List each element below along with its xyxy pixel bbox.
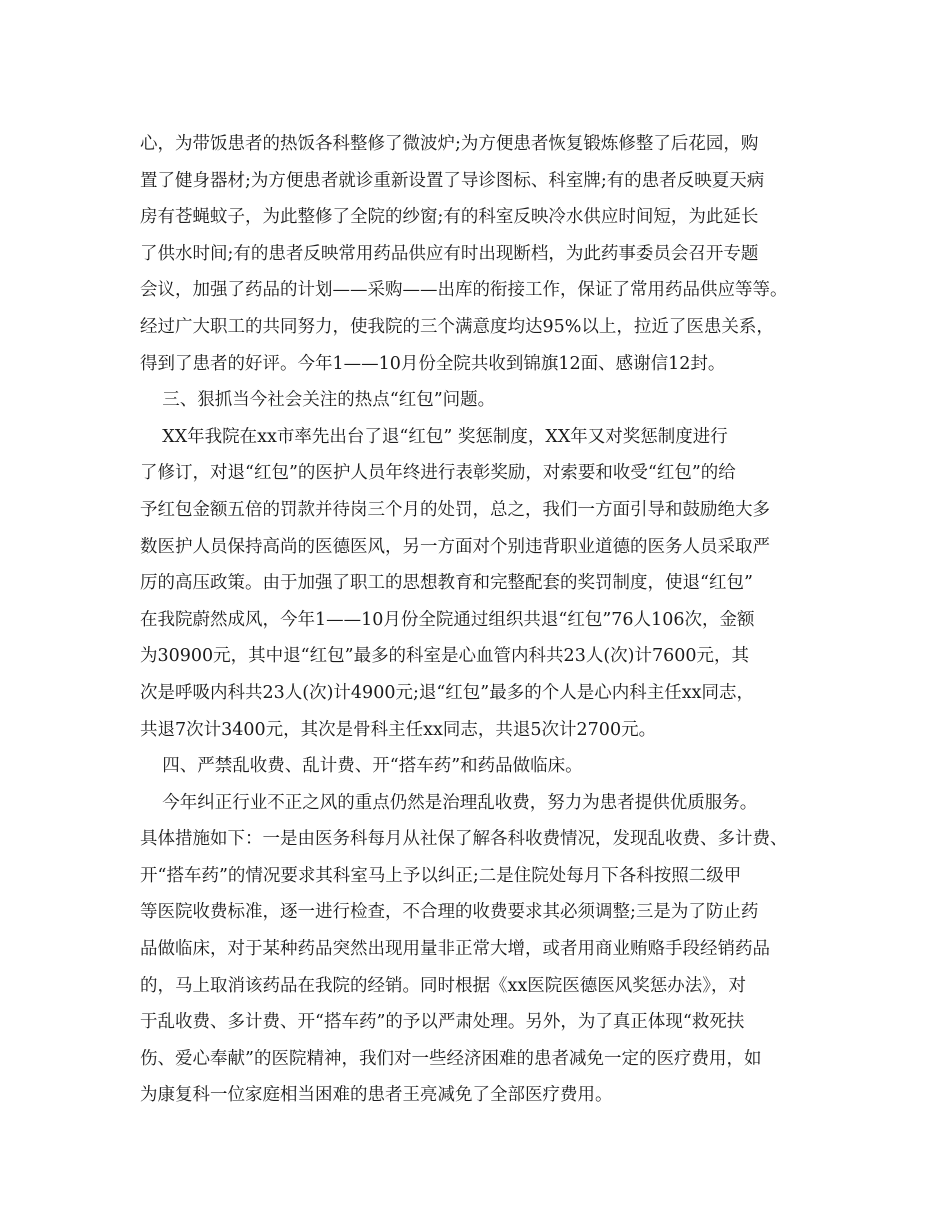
- text-line: 共退7次计3400元，其次是骨科主任xx同志，共退5次计2700元。: [140, 719, 657, 740]
- text-line: 数医护人员保持高尚的医德医风，另一方面对个别违背职业道德的医务人员采取严: [140, 536, 770, 557]
- text-line: 等医院收费标准，逐一进行检查，不合理的收费要求其必须调整;三是为了防止药: [140, 902, 759, 923]
- section-heading: 四、严禁乱收费、乱计费、开“搭车药”和药品做临床。: [140, 756, 583, 777]
- text-line: 会议，加强了药品的计划——采购——出库的衔接工作，保证了常用药品供应等等。: [140, 280, 788, 301]
- text-line: 品做临床，对于某种药品突然出现用量非正常大增，或者用商业贿赂手段经销药品: [140, 939, 770, 960]
- text-line: XX年我院在xx市率先出台了退“红包” 奖惩制度，XX年又对奖惩制度进行: [140, 426, 728, 447]
- text-line: 为康复科一位家庭相当困难的患者王亮减免了全部医疗费用。: [140, 1085, 613, 1106]
- document-body: [140, 126, 840, 1114]
- text-line: 了供水时间;有的患者反映常用药品供应有时出现断档，为此药事委员会召开专题: [140, 243, 759, 264]
- text-line: 伤、爱心奉献”的医院精神，我们对一些经济困难的患者减免一定的医疗费用，如: [140, 1048, 762, 1069]
- text-line: 今年纠正行业不正之风的重点仍然是治理乱收费，努力为患者提供优质服务。: [140, 792, 758, 813]
- text-line: 具体措施如下：一是由医务科每月从社保了解各科收费情况，发现乱收费、多计费、: [140, 829, 788, 850]
- section-heading: 三、狠抓当今社会关注的热点“红包”问题。: [140, 390, 496, 411]
- text-line: 为30900元，其中退“红包”最多的科室是心血管内科共23人(次)计7600元，其: [140, 646, 750, 667]
- text-line: 了修订，对退“红包”的医护人员年终进行表彰奖励，对索要和收受“红包”的给: [140, 463, 736, 484]
- text-line: 开“搭车药”的情况要求其科室马上予以纠正;二是住院处每月下各科按照二级甲: [140, 865, 742, 886]
- text-line: 次是呼吸内科共23人(次)计4900元;退“红包”最多的个人是心内科主任xx同志，: [140, 682, 754, 703]
- text-line: 厉的高压政策。由于加强了职工的思想教育和完整配套的奖罚制度，使退“红包”: [140, 573, 753, 594]
- text-line: 心，为带饭患者的热饭各科整修了微波炉;为方便患者恢复锻炼修整了后花园，购: [140, 134, 759, 154]
- text-line: 在我院蔚然成风，今年1——10月份全院通过组织共退“红包”76人106次，金额: [140, 609, 755, 630]
- text-line: 的，马上取消该药品在我院的经销。同时根据《xx医院医德医风奖惩办法》，对: [140, 975, 746, 996]
- text-line: 经过广大职工的共同努力，使我院的三个满意度均达95%以上，拉近了医患关系，: [140, 316, 774, 337]
- text-line: 置了健身器材;为方便患者就诊重新设置了导诊图标、科室牌;有的患者反映夏天病: [140, 170, 765, 191]
- text-line: 得到了患者的好评。今年1——10月份全院共收到锦旗12面、感谢信12封。: [140, 353, 726, 374]
- text-line: 予红包金额五倍的罚款并待岗三个月的处罚，总之，我们一方面引导和鼓励绝大多: [140, 499, 770, 520]
- text-line: 房有苍蝇蚊子，为此整修了全院的纱窗;有的科室反映冷水供应时间短，为此延长: [140, 207, 759, 228]
- text-line: 于乱收费、多计费、开“搭车药”的予以严肃处理。另外，为了真正体现“救死扶: [140, 1012, 745, 1033]
